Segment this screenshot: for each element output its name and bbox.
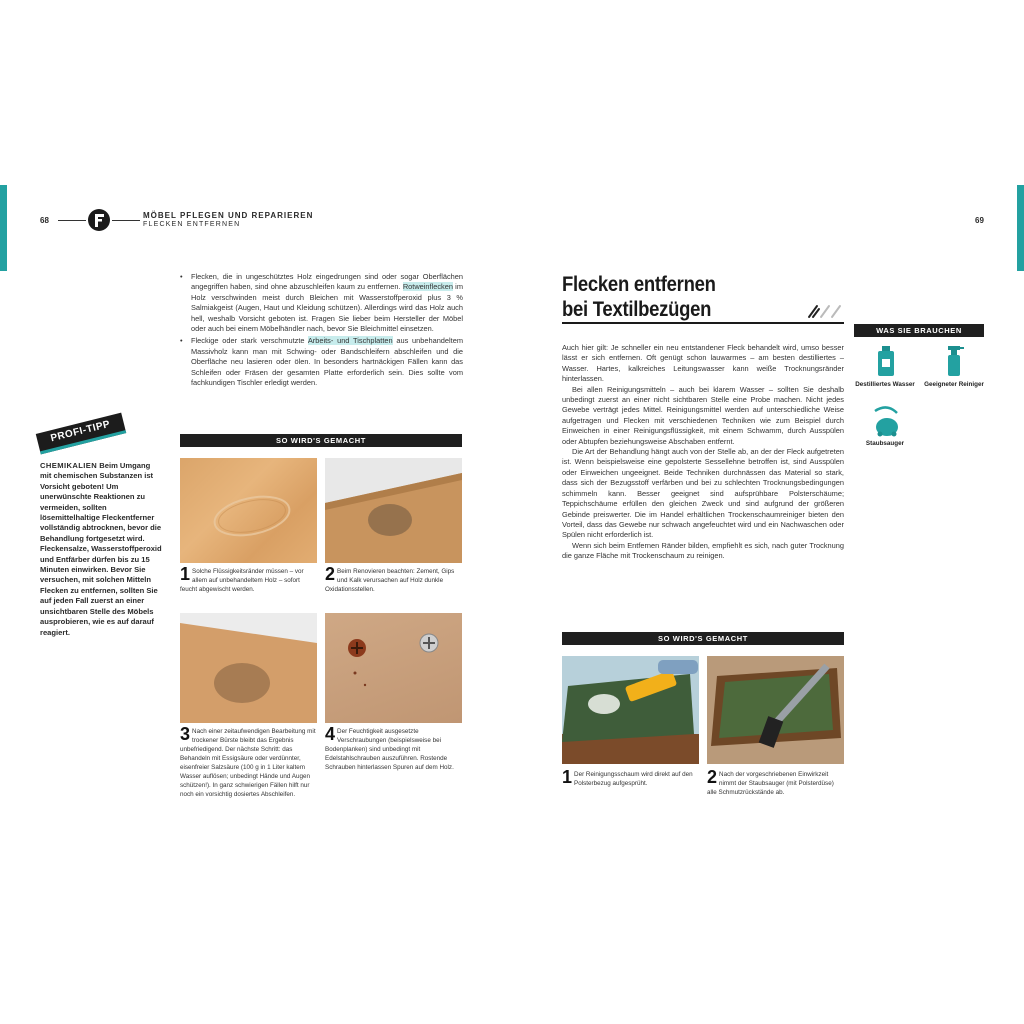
step-number: 3 xyxy=(180,724,191,744)
cleaner-spray-icon xyxy=(944,345,966,377)
caption-step-4 xyxy=(325,724,462,772)
left-edge-marker xyxy=(0,185,7,271)
spray-foam-image xyxy=(562,656,699,764)
right-edge-marker xyxy=(1017,185,1024,271)
need-label: Destilliertes Wasser xyxy=(855,381,915,388)
howto-bar-right: SO WIRD'S GEMACHT xyxy=(562,632,844,645)
caption-step-1 xyxy=(180,564,317,594)
paragraph: Auch hier gilt: Je schneller ein neu entstandener Fleck behandelt wird, umso besser lässt er sich entfernen. Oft genügt schon lauwarmes – am besten destilliertes – Wasser. Hartes, kalkreiches Leitungswasser kann weiße Trocknungsränder hinterlassen. xyxy=(562,343,844,384)
step-number: 2 xyxy=(325,564,336,584)
section-subtitle: FLECKEN ENTFERNEN xyxy=(143,221,241,228)
vacuum-chair-image xyxy=(707,656,844,764)
caption-right-step-1 xyxy=(562,767,699,788)
caption-step-3 xyxy=(180,724,317,799)
paragraph: Wenn sich beim Entfernen Ränder bilden, empfiehlt es sich, nach guter Trocknung die ganze Fläche mit Trockenschaum zu reinigen. xyxy=(562,540,844,561)
chapter-f-icon xyxy=(88,209,110,231)
caption-right-step-2 xyxy=(707,767,844,797)
step-text: Der Feuchtigkeit ausgesetzte Verschraubungen (beispielsweise bei Bodenplanken) sind unbedingt mit Edelstahlschrauben auszuführen. Rostende Schrauben hinterlassen Spuren auf dem Holz. xyxy=(325,728,454,771)
title-rule xyxy=(562,322,844,324)
need-label: Geeigneter Reiniger xyxy=(924,381,984,388)
howto-bar-left: SO WIRD'S GEMACHT xyxy=(180,434,462,447)
photo-spray-foam xyxy=(562,656,699,764)
right-body-text xyxy=(562,343,844,562)
page-title-line2: bei Textilbezügen xyxy=(562,298,712,321)
screws-image xyxy=(325,613,462,723)
highlight-term: Arbeits- und Tischplatten xyxy=(307,336,393,346)
page-title-line1: Flecken entfernen xyxy=(562,273,716,296)
step-number: 2 xyxy=(707,767,718,787)
step-text: Der Reinigungsschaum wird direkt auf den Polsterbezug aufgesprüht. xyxy=(574,771,693,787)
vacuum-cleaner-icon xyxy=(871,405,903,437)
header-rule-right xyxy=(112,220,140,221)
tip-lead: CHEMIKALIEN xyxy=(40,461,98,470)
paragraph: Die Art der Behandlung hängt auch von der Stelle ab, an der der Fleck aufgetreten ist. Wenn beispielsweise eine gepolsterte Sessellehne betroffen ist, sind Ausspülen oder Einweichen ungeeignet. Beide Techniken durchnässen das Material so stark, dass sich der Bezugsstoff verfärben und bei zu schlechten Trocknungsbedingungen schimmeln kann. Besser geeignet sind aufsprühbare Polsterschäume; Teppichschäume erfüllen den gleichen Zweck und sind aufgrund der größeren Gebinde preiswerter. Die im Handel erhältlichen Trockenschaumreiniger bieten den Vorteil, dass das Gewebe nur schwach angefeuchtet wird und ein Nachwaschen oder Spülen nicht erforderlich ist. xyxy=(562,447,844,540)
step-number: 4 xyxy=(325,724,336,744)
bullet-text: Fleckige oder stark verschmutzte xyxy=(191,336,308,346)
page-number-left: 68 xyxy=(40,216,49,225)
bullet-item xyxy=(180,272,463,334)
photo-step-1 xyxy=(180,458,317,563)
bullet-text: im Holz verschwinden meist durch Bleichen mit Wasserstoffperoxid plus 3 % Salmiakgeist (Augen, Haut und Kleidung schützen). Allerdings wird das Holz auch hell, weshalb Vorsicht geboten ist. Fragen Sie lieber beim Hersteller der Möbel oder auch bei einem Möbelhändler nach, bevor Sie Bleichmittel einsetzen. xyxy=(191,282,463,334)
profi-tipp-tag: PROFI-TIPP xyxy=(36,413,126,455)
oxidation-stain-image xyxy=(325,458,462,563)
page-number-right: 69 xyxy=(975,216,984,225)
paragraph: Bei allen Reinigungsmitteln – auch bei klarem Wasser – sollten Sie deshalb unbedingt zuerst an einer nicht sichtbaren Stelle eine Probe machen. Nicht jedes Gewebe verträgt jedes Mittel. Reinigungsmittel werden auf unterschiedliche Weise aufgetragen und Flecken mit verschiedenen Techniken wie zum Beispiel durch Einweichen in einer Reinigungsflüssigkeit, mit einem Schwamm, durch Ausspülen oder Abtupfen beziehungsweise Abschaben entfernt. xyxy=(562,384,844,446)
chapter-logo xyxy=(88,209,110,231)
need-label: Staubsauger xyxy=(865,440,905,447)
profi-tipp-text xyxy=(40,461,162,638)
brushed-wood-image xyxy=(180,613,317,723)
step-number: 1 xyxy=(562,767,573,787)
bullet-item xyxy=(180,336,463,388)
caption-step-2 xyxy=(325,564,462,594)
bullet-text: Flecken, die in ungeschütztes Holz eingedrungen sind oder sogar Oberflächen angegriffen haben, sind ohne abzuschleifen kaum zu entfernen. xyxy=(191,272,463,292)
highlight-term: Rotweinflecken xyxy=(402,282,453,292)
bullet-text: aus unbehandeltem Massivholz kann man mit Schwing- oder Bandschleifern abschleifen und die Oberfläche neu lasieren oder ölen. In besonders hartnäckigen Fällen kann das Schleifen oder Fräsen der gesamten Platte erforderlich sein. Dies sollte vom fachkundigen Tischler erledigt werden. xyxy=(191,336,463,388)
distilled-water-bottle-icon xyxy=(876,345,896,377)
photo-step-4 xyxy=(325,613,462,723)
section-title: MÖBEL PFLEGEN UND REPARIEREN xyxy=(143,211,314,220)
left-body-text xyxy=(180,272,463,388)
difficulty-tools-icon xyxy=(806,302,844,320)
step-text: Nach der vorgeschriebenen Einwirkzeit nimmt der Staubsauger (mit Polsterdüse) alle Schmutzrückstände ab. xyxy=(707,771,834,796)
step-text: Beim Renovieren beachten: Zement, Gips und Kalk verursachen auf Holz dunkle Oxidationsstellen. xyxy=(325,568,455,593)
photo-vacuum xyxy=(707,656,844,764)
step-number: 1 xyxy=(180,564,191,584)
step-text: Solche Flüssigkeitsränder müssen – vor allem auf unbehandeltem Holz – sofort feucht abgewischt werden. xyxy=(180,568,304,593)
water-ring-image xyxy=(180,458,317,563)
tip-body: Beim Umgang mit chemischen Substanzen ist Vorsicht geboten! Um unerwünschte Reaktionen zu vermeiden, sollten lösemittelhaltige Fleckentferner vollständig abtrocknen, bevor die Behandlung fortgesetzt wird. Fleckensalze, Wasserstoffperoxid und Entfärber dürfen bis zu 15 Minuten einwirken. Bevor Sie versuchen, mit solchen Mitteln Flecken zu entfernen, sollten Sie auf jeden Fall zuerst an einer unsichtbaren Stelle des Möbels ausprobieren, wie es auf darauf reagiert. xyxy=(40,461,162,637)
photo-step-2 xyxy=(325,458,462,563)
header-rule-left xyxy=(58,220,86,221)
needs-header: WAS SIE BRAUCHEN xyxy=(854,324,984,337)
photo-step-3 xyxy=(180,613,317,723)
step-text: Nach einer zeitaufwendigen Bearbeitung mit trockener Bürste bleibt das Ergebnis unbefriedigend. Der nächste Schritt: das Behandeln mit Essigsäure oder verdünnter, eisenfreier Salzsäure (100 g in 1 Liter kaltem Wasser auflösen; unbedingt Hände und Augen schützen!). In ganz schwierigen Fällen hilft nur noch ein vorsichtig dosiertes Abschleifen. xyxy=(180,728,316,798)
